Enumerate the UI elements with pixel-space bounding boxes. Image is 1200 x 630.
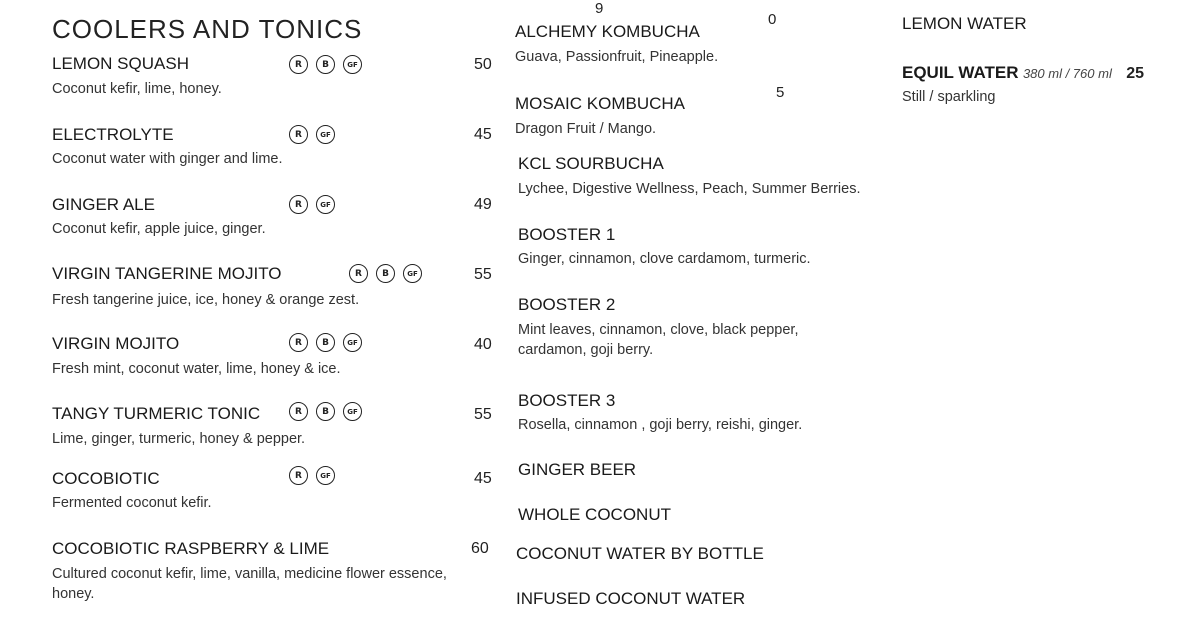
- item-price: 45: [474, 470, 492, 487]
- badge-icon: B: [316, 55, 335, 74]
- item-size: 380 ml / 760 ml: [1022, 66, 1112, 81]
- menu-item-equil-water: [902, 63, 1144, 83]
- item-description: Lychee, Digestive Wellness, Peach, Summer Berries.: [518, 181, 861, 197]
- item-price: 25: [1126, 65, 1145, 82]
- item-name: WHOLE COCONUT: [518, 505, 671, 524]
- item-price: 45: [474, 126, 492, 143]
- item-name: ELECTROLYTE: [52, 125, 174, 144]
- item-price: 50: [474, 56, 492, 73]
- badge-icon: GF: [316, 125, 335, 144]
- item-price: 40: [474, 336, 492, 353]
- item-name: BOOSTER 3: [518, 391, 616, 410]
- item-description: Lime, ginger, turmeric, honey & pepper.: [52, 431, 306, 447]
- item-price: 49: [474, 196, 492, 213]
- item-description: Guava, Passionfruit, Pineapple.: [515, 49, 719, 65]
- dietary-badges: [289, 466, 335, 485]
- dietary-badges: [289, 195, 335, 214]
- badge-icon: GF: [403, 264, 422, 283]
- item-name: VIRGIN TANGERINE MOJITO: [52, 264, 282, 283]
- item-name: KCL SOURBUCHA: [518, 154, 664, 173]
- badge-icon: B: [316, 402, 335, 421]
- badge-icon: R: [289, 55, 308, 74]
- item-price: 0: [768, 11, 777, 28]
- item-name: COCOBIOTIC: [52, 469, 160, 488]
- item-description: Cultured coconut kefir, lime, vanilla, medicine flower essence, honey.: [52, 566, 447, 602]
- item-name: GINGER BEER: [518, 460, 637, 479]
- badge-icon: GF: [316, 466, 335, 485]
- badge-icon: R: [349, 264, 368, 283]
- item-name: VIRGIN MOJITO: [52, 334, 180, 353]
- item-name: BOOSTER 1: [518, 225, 616, 244]
- menu-section-title: COOLERS AND TONICS: [52, 14, 363, 44]
- item-description: Coconut kefir, lime, honey.: [52, 81, 222, 97]
- badge-icon: GF: [316, 195, 335, 214]
- badge-icon: R: [289, 333, 308, 352]
- item-price: 55: [474, 266, 492, 283]
- badge-icon: GF: [343, 402, 362, 421]
- badge-icon: R: [289, 125, 308, 144]
- badge-icon: B: [376, 264, 395, 283]
- item-name: LEMON WATER: [902, 14, 1027, 33]
- badge-icon: R: [289, 195, 308, 214]
- item-description: Ginger, cinnamon, clove cardamom, turmeric.: [518, 251, 811, 267]
- item-description: Mint leaves, cinnamon, clove, black pepper, cardamon, goji berry.: [518, 322, 799, 358]
- item-description: Rosella, cinnamon , goji berry, reishi, ginger.: [518, 417, 803, 433]
- item-description: Fresh tangerine juice, ice, honey & orange zest.: [52, 292, 360, 308]
- item-name: LEMON SQUASH: [52, 54, 189, 73]
- dietary-badges: [349, 264, 422, 283]
- item-name: EQUIL WATER: [902, 63, 1019, 82]
- item-name: INFUSED COCONUT WATER: [516, 589, 746, 608]
- item-name: MOSAIC KOMBUCHA: [515, 94, 686, 113]
- item-name: COCONUT WATER BY BOTTLE: [516, 544, 764, 563]
- badge-icon: R: [289, 402, 308, 421]
- item-name: BOOSTER 2: [518, 295, 616, 314]
- item-price: 5: [776, 84, 785, 101]
- item-description: Still / sparkling: [902, 89, 996, 105]
- item-description: Dragon Fruit / Mango.: [515, 121, 657, 137]
- item-name: COCOBIOTIC RASPBERRY & LIME: [52, 539, 330, 558]
- item-name: ALCHEMY KOMBUCHA: [515, 22, 700, 41]
- badge-icon: R: [289, 466, 308, 485]
- badge-icon: GF: [343, 55, 362, 74]
- item-price: 55: [474, 406, 492, 423]
- dietary-badges: [289, 402, 362, 421]
- dietary-badges: [289, 333, 362, 352]
- dietary-badges: [289, 55, 362, 74]
- badge-icon: B: [316, 333, 335, 352]
- item-price: 60: [471, 540, 489, 557]
- item-name: GINGER ALE: [52, 195, 155, 214]
- item-description: Coconut kefir, apple juice, ginger.: [52, 221, 266, 237]
- dietary-badges: [289, 125, 335, 144]
- item-name: TANGY TURMERIC TONIC: [52, 404, 261, 423]
- item-description: Fresh mint, coconut water, lime, honey & ice.: [52, 361, 341, 377]
- item-price: 9: [595, 0, 604, 17]
- item-description: Coconut water with ginger and lime.: [52, 151, 283, 167]
- badge-icon: GF: [343, 333, 362, 352]
- item-description: Fermented coconut kefir.: [52, 495, 212, 511]
